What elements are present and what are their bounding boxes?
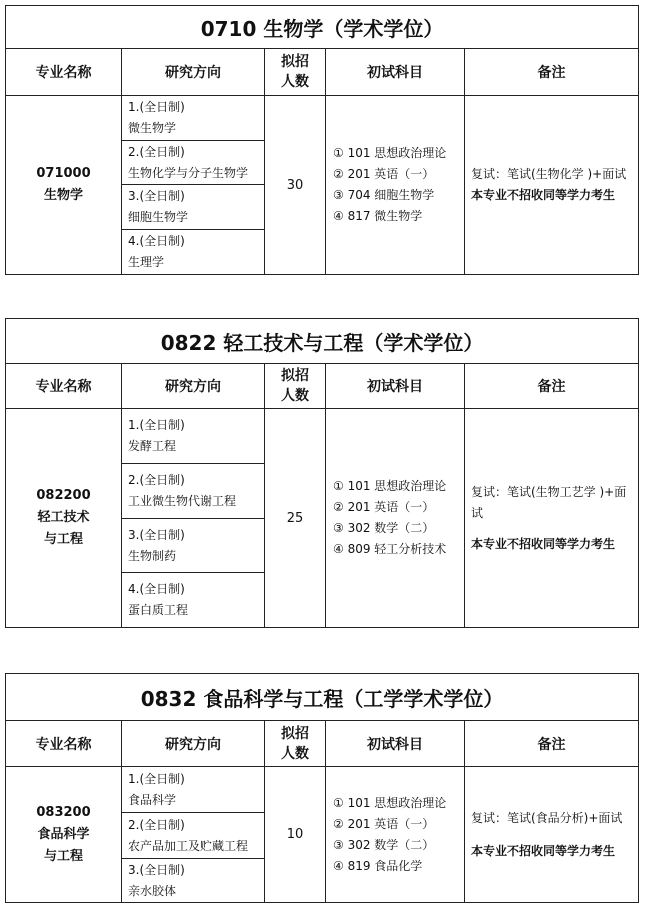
direction-item: 2.(全日制) 农产品加工及贮藏工程 [122, 813, 265, 859]
major-code: 083200 [36, 804, 91, 820]
enrollment-count: 10 [265, 767, 326, 903]
header-direction: 研究方向 [122, 49, 265, 96]
header-major: 专业名称 [6, 721, 122, 767]
retest-note: 复试：笔试(生物化学 )+面试 [471, 167, 627, 181]
table-title: 0822 轻工技术与工程（学术学位） [6, 319, 639, 364]
major-name-line2: 与工程 [43, 848, 83, 864]
header-notes: 备注 [465, 49, 639, 96]
direction-item: 3.(全日制) 生物制药 [122, 519, 265, 573]
header-notes: 备注 [465, 364, 639, 409]
header-major: 专业名称 [6, 364, 122, 409]
direction-item: 2.(全日制) 工业微生物代谢工程 [122, 464, 265, 519]
major-name: 食品科学 [37, 826, 90, 842]
program-table-light-industry [5, 318, 638, 628]
exam-subjects: ① 101 思想政治理论 ② 201 英语（一） ③ 302 数学（二） ④ 819 食品化学 [326, 767, 465, 903]
table-title: 0710 生物学（学术学位） [6, 6, 639, 49]
major-cell [6, 96, 122, 275]
direction-item: 1.(全日制) 微生物学 [122, 96, 265, 141]
restriction-note: 本专业不招收同等学力考生 [471, 188, 616, 202]
header-count: 拟招 人数 [265, 721, 326, 767]
direction-item: 1.(全日制) 食品科学 [122, 767, 265, 813]
enrollment-count: 30 [265, 96, 326, 275]
header-notes: 备注 [465, 721, 639, 767]
direction-item: 3.(全日制) 亲水胶体 [122, 859, 265, 903]
direction-item: 1.(全日制) 发酵工程 [122, 409, 265, 464]
major-code: 071000 [36, 166, 91, 181]
enrollment-count: 25 [265, 409, 326, 628]
major-code: 082200 [36, 488, 91, 503]
direction-item: 4.(全日制) 生理学 [122, 230, 265, 275]
header-exam: 初试科目 [326, 721, 465, 767]
header-count: 拟招 人数 [265, 364, 326, 409]
major-name: 生物学 [43, 188, 83, 203]
direction-item: 4.(全日制) 蛋白质工程 [122, 573, 265, 628]
major-cell [6, 767, 122, 903]
major-cell [6, 409, 122, 628]
notes-cell [465, 767, 639, 903]
program-table-biology [5, 5, 638, 275]
major-name: 轻工技术 [37, 510, 90, 525]
notes-cell [465, 96, 639, 275]
notes-cell [465, 409, 639, 628]
major-name-line2: 与工程 [43, 532, 83, 547]
header-exam: 初试科目 [326, 364, 465, 409]
exam-subjects: ① 101 思想政治理论 ② 201 英语（一） ③ 704 细胞生物学 ④ 817 微生物学 [326, 96, 465, 275]
direction-item: 3.(全日制) 细胞生物学 [122, 185, 265, 230]
table-title: 0832 食品科学与工程（工学学术学位） [6, 674, 639, 721]
header-direction: 研究方向 [122, 364, 265, 409]
header-exam: 初试科目 [326, 49, 465, 96]
retest-note: 复试：笔试(生物工艺学 )+面试 [471, 484, 627, 520]
direction-item: 2.(全日制) 生物化学与分子生物学 [122, 141, 265, 185]
program-table-food-science [5, 673, 638, 903]
restriction-note: 本专业不招收同等学力考生 [471, 843, 616, 858]
retest-note: 复试：笔试(食品分析)+面试 [471, 810, 623, 825]
exam-subjects: ① 101 思想政治理论 ② 201 英语（一） ③ 302 数学（二） ④ 809 轻工分析技术 [326, 409, 465, 628]
header-major: 专业名称 [6, 49, 122, 96]
header-count: 拟招 人数 [265, 49, 326, 96]
header-direction: 研究方向 [122, 721, 265, 767]
restriction-note: 本专业不招收同等学力考生 [471, 536, 616, 551]
